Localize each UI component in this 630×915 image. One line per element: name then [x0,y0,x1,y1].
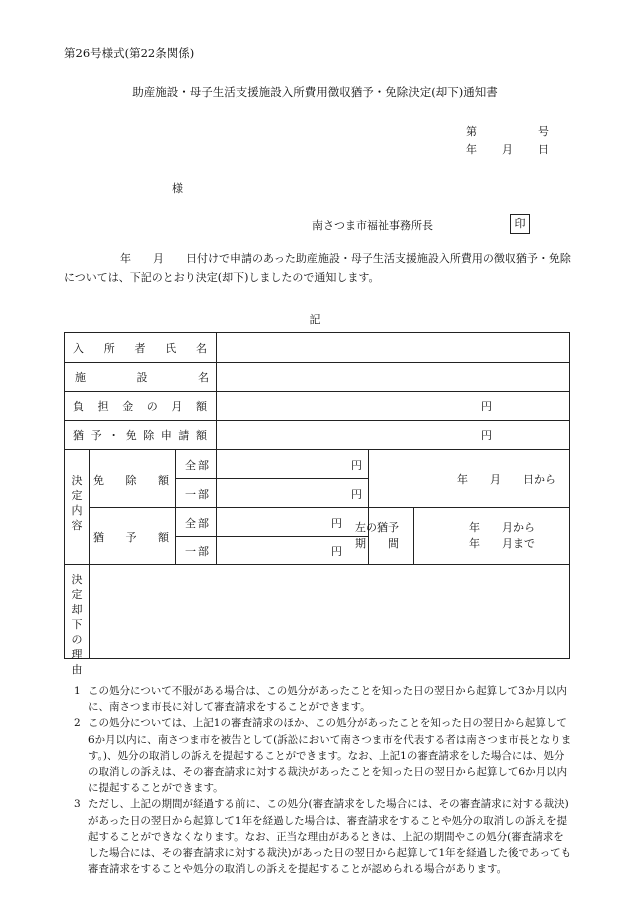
label-char: 全 [185,517,196,530]
label-char: 一 [185,545,196,558]
label-char: 氏 [165,342,177,355]
date-year: 年 [466,143,477,156]
deferral-part [185,543,209,559]
label-char: 免 [93,474,104,487]
label-char: 一 [185,488,196,501]
deferral-part-yen: 円 [331,545,342,558]
label-char: 請 [178,429,190,442]
note-item [64,796,572,877]
label-decision-reason: 決定却下の理由 [71,573,83,676]
note-text: この処分については、上記1の審査請求のほか、この処分があったことを知った日の翌日から起算して6か月以内に、南さつま市を被告として(訴訟において南さつま市を代表する者は南さつま市長となります。)、処分の取消しの訴えを提起することができます。なお、上記1の審査請求をした場合には、処分の取消しの訴えは、その審査請求に対する裁決があったことを知った日の翌日から起算して6か月以内に提起することができます。 [88,717,572,795]
label-char: 施 [75,371,86,384]
exemption-part-yen: 円 [351,488,362,501]
deferral-from: 年 月から [469,521,535,534]
label-char: 担 [97,400,109,413]
date-month: 月 [502,143,513,156]
exemption-part [185,486,209,502]
label-request-amount [73,427,207,443]
label-char: の [146,400,158,413]
note-number: 1 [74,685,81,697]
label-char: 部 [198,488,209,501]
exemption-all [185,457,209,473]
label-char: 額 [195,400,207,413]
decision-table [64,332,570,676]
label-char: 部 [198,545,209,558]
label-char: 部 [198,459,209,472]
label-char: 猶 [73,429,84,442]
issuer-name: 南さつま市福祉事務所長 [312,219,433,232]
label-decision-content: 決定内容 [71,474,83,532]
label-char: 猶 [93,531,104,544]
burden-yen: 円 [481,400,492,413]
request-yen: 円 [481,429,492,442]
deferral-all [185,515,209,531]
note-item [64,683,572,715]
deferral-period-label-1: 左の猶予 [355,521,399,534]
label-char: 除 [125,474,137,487]
label-char: 申 [160,429,172,442]
label-char: 全 [185,459,196,472]
notes-list [64,683,572,877]
label-char: 予 [90,429,102,442]
recipient-honorific: 様 [172,182,183,195]
note-text: この処分について不服がある場合は、この処分があったことを知った日の翌日から起算して3か月以内に、南さつま市長に対して審査請求をすることができます。 [88,685,567,714]
label-char: 負 [73,400,84,413]
ki-heading: 記 [309,313,321,326]
label-char: 設 [136,371,148,384]
label-char: 者 [134,342,146,355]
deferral-until: 年 月まで [469,537,535,550]
label-char: 金 [122,400,134,413]
label-char: 所 [103,342,115,355]
label-char: 額 [195,429,207,442]
label-char: 名 [196,342,207,355]
seal-stamp: 印 [510,214,530,234]
label-char: 額 [158,531,169,544]
deferral-period-label-2: 期 間 [355,537,399,550]
label-char: 部 [198,517,209,530]
note-item [64,715,572,796]
label-facility-name [73,369,209,385]
label-char: ・ [108,429,120,442]
label-char: 免 [125,429,137,442]
label-resident-name [73,340,207,356]
label-char: 名 [198,371,209,384]
exemption-all-yen: 円 [351,459,362,472]
label-char: 除 [143,429,155,442]
label-monthly-burden [73,398,207,414]
label-char: 予 [125,531,137,544]
document-title: 助産施設・母子生活支援施設入所費用徴収猶予・免除決定(却下)通知書 [132,85,498,99]
note-number: 2 [74,717,81,730]
number-suffix: 号 [538,125,549,138]
label-char: 額 [158,474,169,487]
exemption-start-date: 年 月 日から [457,473,556,486]
notice-body [64,249,572,287]
deferral-all-yen: 円 [331,517,342,530]
notice-body-text: 年 月 日付けで申請のあった助産施設・母子生活支援施設入所費用の徴収猶予・免除については、下記のとおり決定(却下)しましたので通知します。 [64,252,571,284]
label-exemption [93,472,169,488]
label-deferral [93,529,169,545]
note-number: 3 [74,798,81,811]
number-prefix: 第 [466,125,477,138]
date-day: 日 [538,143,549,156]
label-char: 月 [171,400,183,413]
form-number: 第26号様式(第22条関係) [64,46,195,60]
note-text: ただし、上記の期間が経過する前に、この処分(審査請求をした場合には、その審査請求に対する裁決)があった日の翌日から起算して1年を経過した場合は、審査請求をすることや処分の取消しの訴えを提起することができなくなります。なお、正当な理由があるときは、上記の期間やこの処分(審査請求をした場合には、その審査請求に対する裁決)があった日の翌日から起算して1年を経過した後であっても審査請求をすることや処分の取消しの訴えを提起することが認められる場合があります。 [88,798,572,876]
label-char: 入 [73,342,84,355]
